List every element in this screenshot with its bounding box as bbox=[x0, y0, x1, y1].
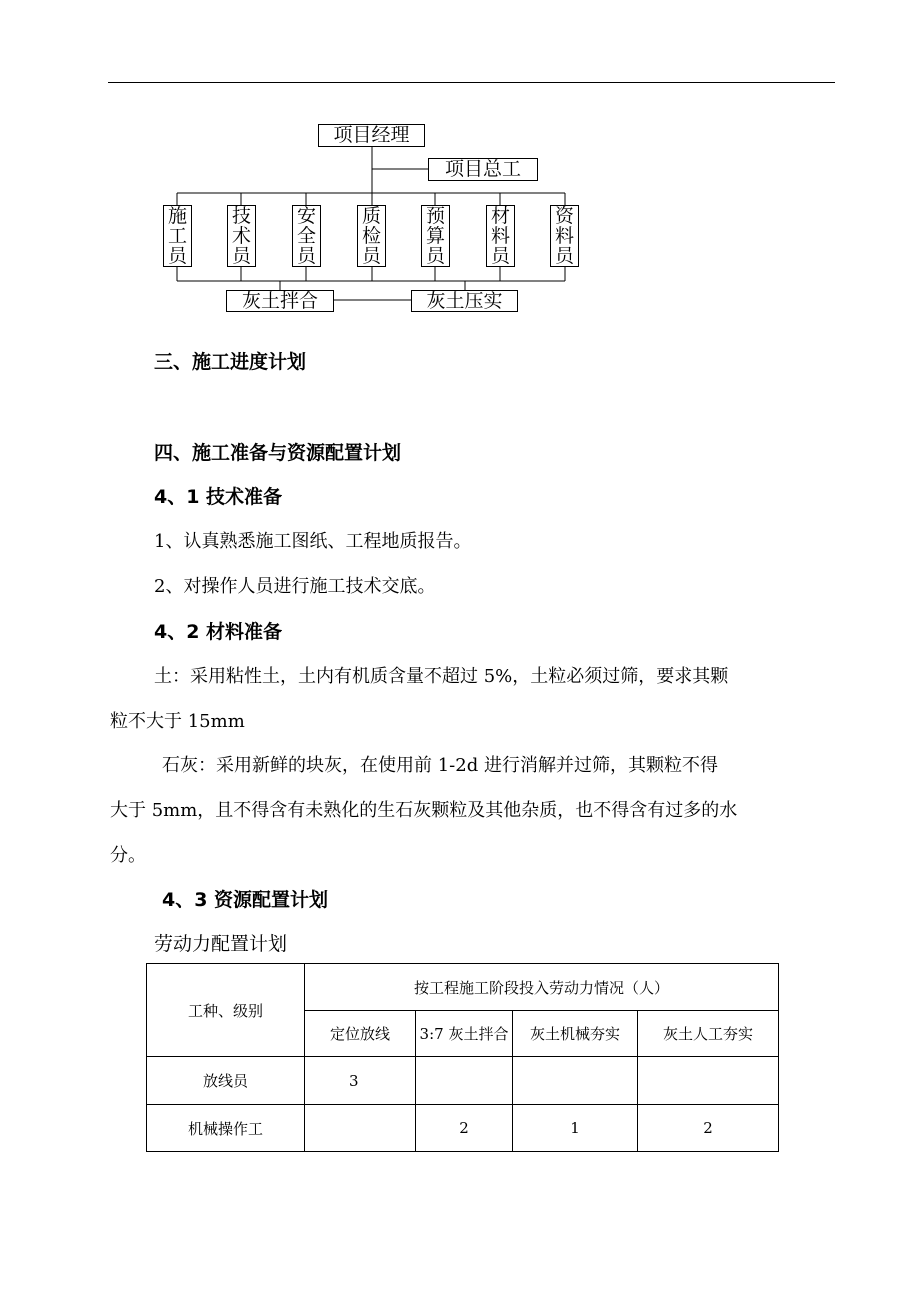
tech-prep-item-1: 1、认真熟悉施工图纸、工程地质报告。 bbox=[154, 531, 472, 552]
org-chart bbox=[0, 0, 920, 330]
org-box-staff-documents: 资 料 员 bbox=[550, 205, 579, 267]
org-box-staff-construction: 施 工 员 bbox=[163, 205, 192, 267]
labor-table-row-name: 放线员 bbox=[147, 1057, 305, 1105]
labor-table-cell: 1 bbox=[513, 1105, 638, 1152]
labor-table-cell: 2 bbox=[638, 1105, 779, 1152]
table-row bbox=[147, 1057, 779, 1105]
labor-table-stage-header: 灰土人工夯实 bbox=[638, 1011, 779, 1057]
org-box-staff-material: 材 料 员 bbox=[486, 205, 515, 267]
org-box-staff-safety: 安 全 员 bbox=[292, 205, 321, 267]
labor-table-group-header: 按工程施工阶段投入劳动力情况（人） bbox=[305, 964, 779, 1011]
labor-table-stage-header: 3:7 灰土拌合 bbox=[416, 1011, 513, 1057]
org-box-staff-quality: 质 检 员 bbox=[357, 205, 386, 267]
labor-table-cell bbox=[305, 1105, 416, 1152]
labor-table-row-name: 机械操作工 bbox=[147, 1105, 305, 1152]
heading-section-4: 四、施工准备与资源配置计划 bbox=[154, 442, 402, 464]
lime-paragraph-line-3: 分。 bbox=[110, 845, 146, 866]
labor-table-cell bbox=[416, 1057, 513, 1105]
labor-table-row-header: 工种、级别 bbox=[147, 964, 305, 1057]
lime-paragraph-line-2: 大于 5mm，且不得含有未熟化的生石灰颗粒及其他杂质，也不得含有过多的水 bbox=[110, 800, 738, 821]
org-box-staff-technical: 技 术 员 bbox=[227, 205, 256, 267]
labor-table-cell bbox=[638, 1057, 779, 1105]
org-box-lime-soil-compaction: 灰土压实 bbox=[411, 290, 518, 312]
org-box-chief-engineer: 项目总工 bbox=[428, 158, 538, 181]
tech-prep-item-2: 2、对操作人员进行施工技术交底。 bbox=[154, 576, 436, 597]
labor-table-cell: 2 bbox=[416, 1105, 513, 1152]
org-box-lime-soil-mixing: 灰土拌合 bbox=[226, 290, 334, 312]
org-box-project-manager: 项目经理 bbox=[318, 124, 425, 147]
labor-table-stage-header: 定位放线 bbox=[305, 1011, 416, 1057]
lime-paragraph-line-1: 石灰：采用新鲜的块灰，在使用前 1-2d 进行消解并过筛，其颗粒不得 bbox=[162, 755, 718, 776]
labor-table bbox=[146, 963, 779, 1152]
heading-section-4-3: 4、3 资源配置计划 bbox=[162, 889, 329, 911]
labor-table-stage-header: 灰土机械夯实 bbox=[513, 1011, 638, 1057]
heading-section-4-2: 4、2 材料准备 bbox=[154, 621, 283, 643]
labor-table-cell bbox=[513, 1057, 638, 1105]
soil-paragraph-line-2: 粒不大于 15mm bbox=[110, 711, 245, 732]
heading-section-4-1: 4、1 技术准备 bbox=[154, 486, 283, 508]
org-box-staff-budget: 预 算 员 bbox=[421, 205, 450, 267]
labor-table-cell: 3 bbox=[305, 1057, 416, 1105]
heading-section-3: 三、施工进度计划 bbox=[154, 351, 307, 373]
table-row bbox=[147, 1105, 779, 1152]
soil-paragraph-line-1: 土：采用粘性土，土内有机质含量不超过 5%，土粒必须过筛，要求其颗 bbox=[154, 666, 729, 687]
labor-plan-title: 劳动力配置计划 bbox=[154, 933, 288, 955]
